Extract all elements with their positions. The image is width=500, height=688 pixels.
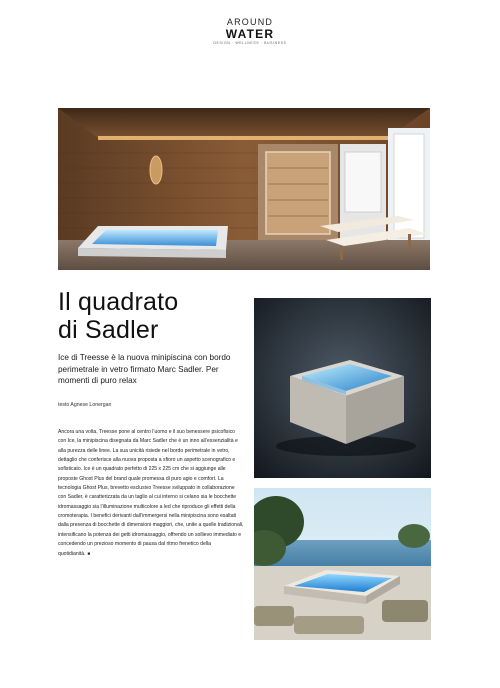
article-title [58, 288, 238, 344]
product-studio-photo [254, 298, 431, 478]
product-outdoor-photo [254, 488, 431, 640]
logo-tagline: DESIGN · WELLNESS · BUSINESS [213, 41, 287, 45]
article-title-line-2: di Sadler [58, 316, 159, 344]
logo-line-1: AROUND [226, 17, 274, 27]
article-body-text: Ancora una volta, Treesse pone al centro l’uomo e il suo benessere psicofisico con Ice, la minipiscina disegnata da Marc Sadler che è un inno all’essenzialità e alla purezza delle linee. La sua unicità risiede nel bordo perimetrale in vetro, dettaglio che conferisce alla nuova proposta a sfioro un aspetto scenografico e sofisticato. Ice è un quadrato perfetto di 225 x 225 cm che si aggiunge alle proposte Ghost Plus del brand quale promessa di puro agio e comfort. La tecnologia Ghost Plus, brevetto esclusivo Treesse sviluppato in collaborazione con Sadler, è caratterizzata da un taglio al cui interno si celano sia le bocchette idromassaggio sia l’illuminazione multicolore a led che riproduce gli effetti della cromoterapia. I benefici derivanti dall’immergersi nella minipiscina sono esaltati dalla presenza di bocchette di dimensioni maggiori, che, unite a quelle tradizionali, intensificano la potenza dei getti idromassaggio, offrendo un sollievo immediato e concedendo un prezioso momento di pausa dal ritmo frenetico della quotidianità. [58, 429, 244, 558]
spa-room-illustration [58, 108, 430, 270]
terrace-sea-illustration [254, 488, 431, 640]
article-body [58, 428, 244, 560]
end-of-article-mark: ■ [87, 551, 91, 557]
logo-line-2: WATER [225, 27, 275, 41]
magazine-logo [205, 18, 295, 46]
article-lead: Ice di Treesse è la nuova minipiscina con bordo perimetrale in vetro firmato Marc Sadler. Per momenti di puro relax [58, 353, 231, 385]
article-title-line-1: Il quadrato [58, 288, 179, 316]
hero-photo [58, 108, 430, 270]
minipool-studio-illustration [254, 298, 431, 478]
article-credit: testo Agnese Lonergan [58, 402, 112, 408]
